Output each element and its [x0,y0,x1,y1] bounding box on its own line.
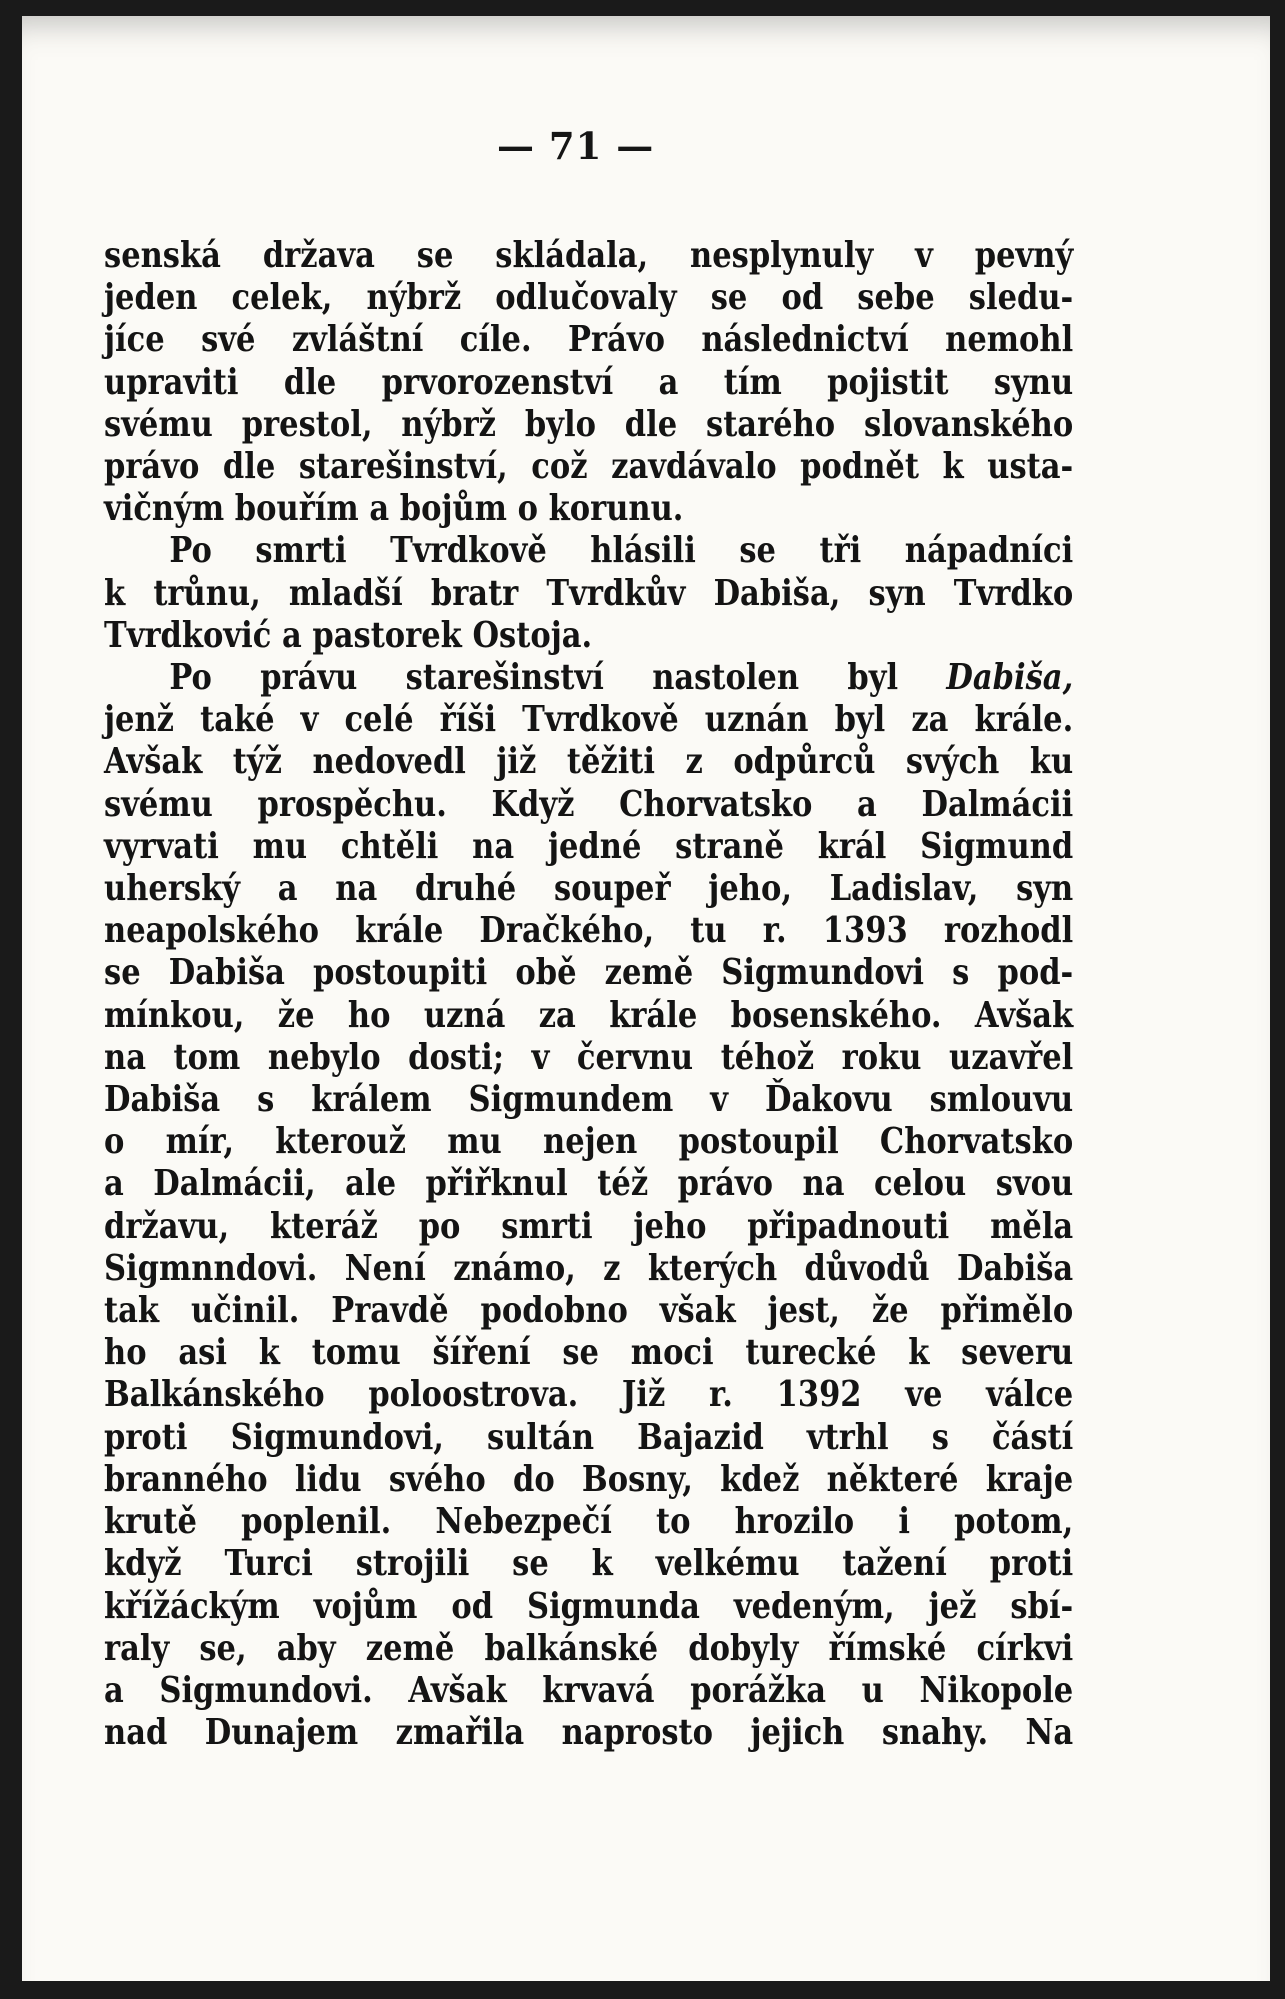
text-line: vičným bouřím a bojům o korunu. [104,488,684,530]
text-line: branného lidu svého do Bosny, kdež některé kraje [104,1458,1074,1500]
text-line: jenž také v celé říši Tvrdkově uznán byl za krále. [104,699,1074,741]
text-line: Avšak týž nedovedl již těžiti z odpůrců svých ku [104,741,1074,783]
text-line: jeden celek, nýbrž odlučovaly se od sebe sledu- [104,277,1074,319]
text-line: proti Sigmundovi, sultán Bajazid vtrhl s částí [104,1416,1074,1458]
text-line: křížáckým vojům od Sigmunda vedeným, jež sbí- [104,1585,1074,1627]
text-fragment: Po právu starešinství nastolen byl [169,657,899,699]
text-line: svému prestol, nýbrž bylo dle starého slovanského [104,403,1074,445]
paragraph-start-line [104,657,1073,699]
text-line: nad Dunajem zmařila naprosto jejich snahy. Na [104,1712,1074,1754]
text-line: Tvrdković a pastorek Ostoja. [104,614,593,656]
text-line: a Dalmácii, ale přiřknul též právo na celou svou [104,1163,1074,1205]
text-line: senská država se skládala, nesplynuly v pevný [104,235,1074,276]
text-line: na tom nebylo dosti; v červnu téhož roku uzavřel [104,1036,1074,1078]
text-line: tak učinil. Pravdě podobno však jest, že přimělo [104,1290,1074,1332]
text-line: když Turci strojili se k velkému tažení proti [104,1543,1074,1585]
paragraph-start-line: Po smrti Tvrdkově hlásili se tři nápadníci [169,530,1074,572]
text-line: Balkánského poloostrova. Již r. 1392 ve válce [104,1374,1074,1416]
text-line: državu, kteráž po smrti jeho připadnouti měla [104,1205,1074,1247]
text-line: raly se, aby země balkánské dobyly římské církvi [104,1627,1074,1669]
text-line: právo dle starešinství, což zavdávalo podnět k usta- [104,446,1074,488]
text-line: se Dabiša postoupiti obě země Sigmundovi s pod- [104,952,1074,994]
italic-name: Dabiša, [946,657,1074,699]
text-line: ho asi k tomu šíření se moci turecké k severu [104,1332,1074,1374]
text-line: krutě poplenil. Nebezpečí to hrozilo i potom, [104,1501,1074,1543]
page-number: — 71 — [497,124,655,168]
text-line: Sigmnndovi. Není známo, z kterých důvodů Dabiša [104,1247,1074,1289]
text-line: svému prospěchu. Když Chorvatsko a Dalmácii [104,783,1074,825]
text-line: upraviti dle prvorozenství a tím pojistit synu [104,361,1074,403]
text-line: uherský a na druhé soupeř jeho, Ladislav, syn [104,868,1074,910]
text-line: a Sigmundovi. Avšak krvavá porážka u Nikopole [104,1669,1074,1711]
text-line: o mír, kterouž mu nejen postoupil Chorvatsko [104,1121,1074,1163]
text-line: neapolského krále Dračkého, tu r. 1393 rozhodl [104,910,1074,952]
text-line: jíce své zvláštní cíle. Právo následnictví nemohl [104,319,1074,361]
body-text [104,235,1073,1754]
book-page [22,16,1270,1981]
text-line: mínkou, že ho uzná za krále bosenského. Avšak [104,994,1074,1036]
text-line: k trůnu, mladší bratr Tvrdkův Dabiša, syn Tvrdko [104,572,1074,614]
text-line: Dabiša s králem Sigmundem v Ďakovu smlouvu [104,1079,1074,1121]
text-line: vyrvati mu chtěli na jedné straně král Sigmund [104,825,1074,867]
